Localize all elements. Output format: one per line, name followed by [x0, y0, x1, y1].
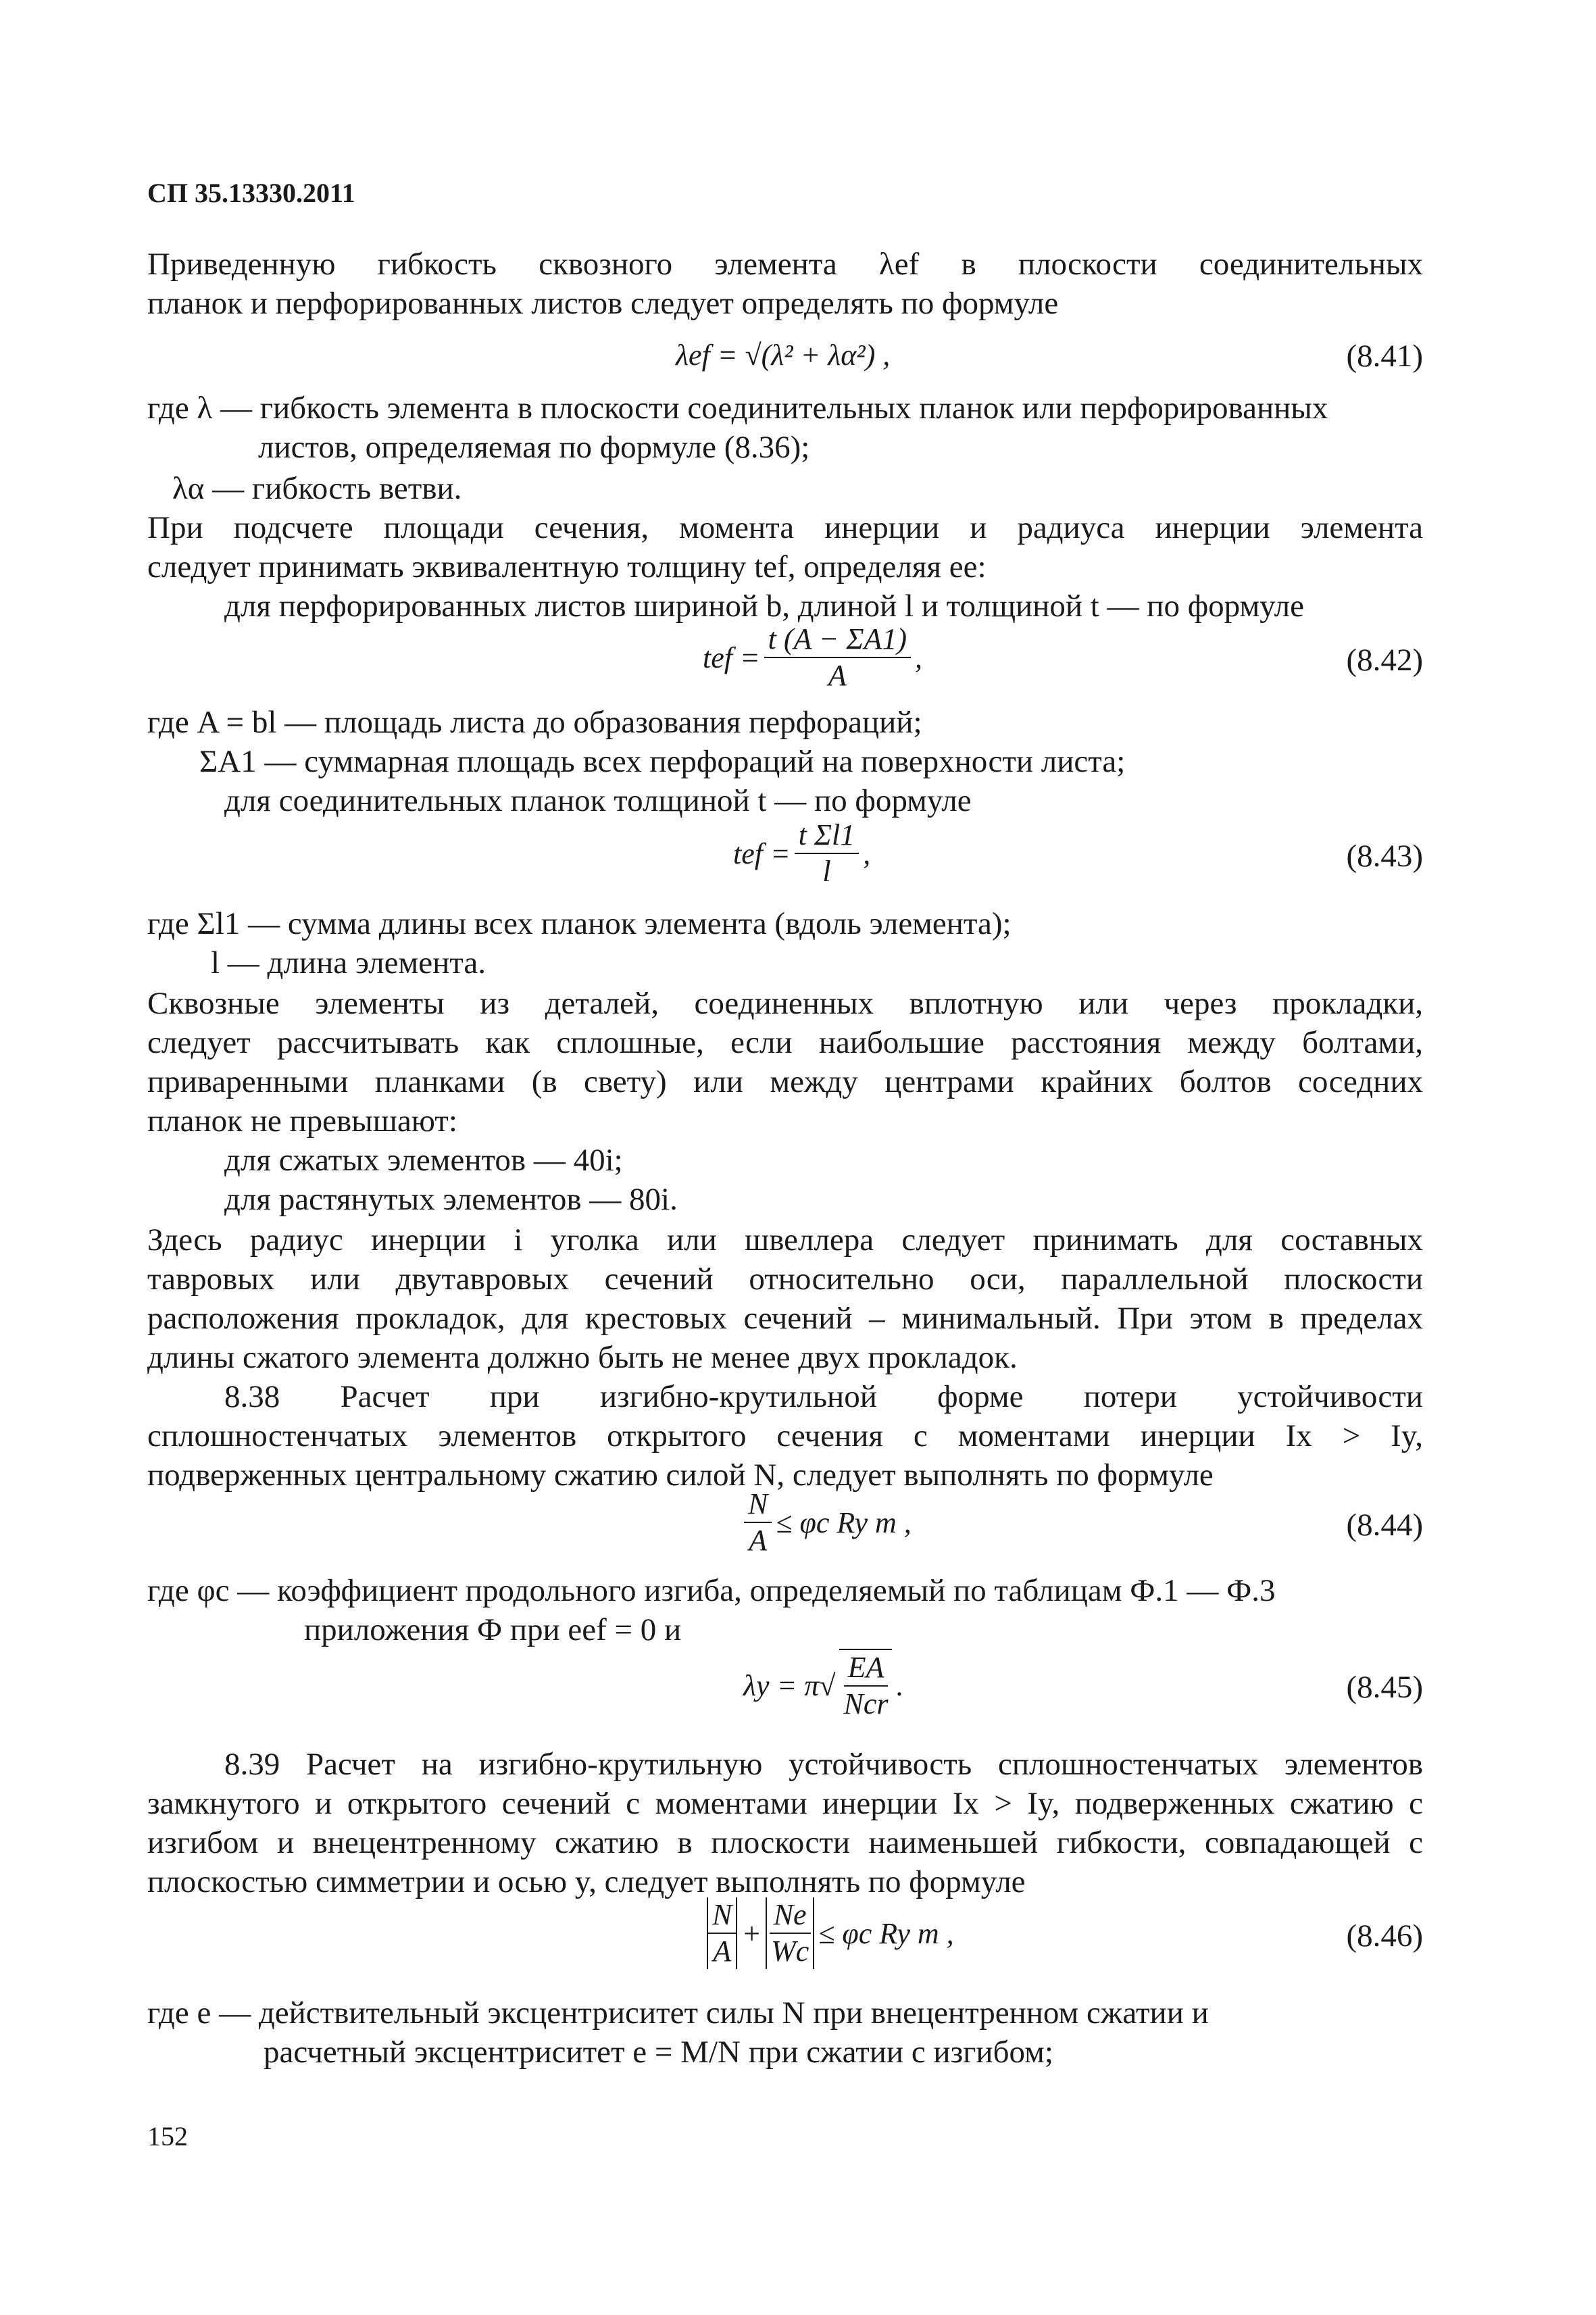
where-line: l — длина элемента. — [211, 945, 486, 980]
where-line: приложения Ф при eef = 0 и — [304, 1612, 682, 1647]
where-line: расчетный эксцентриситет e = M/N при сжатии с изгибом; — [264, 2035, 1053, 2070]
formula-number: (8.46) — [1346, 1918, 1423, 1953]
formula-lhs: tef = — [703, 641, 760, 674]
denominator: l — [822, 855, 831, 888]
paragraph-line: изгибом и внецентренному сжатию в плоскости наименьшей гибкости, совпадающей с — [147, 1825, 1423, 1860]
where-line: где φc — коэффициент продольного изгиба, определяемый по таблицам Ф.1 — Ф.3 — [147, 1573, 1276, 1608]
paragraph-line: замкнутого и открытого сечений с моментами инерции Ix > Iy, подверженных сжатию с — [147, 1786, 1423, 1821]
paragraph-line: планок и перфорированных листов следует определять по формуле — [147, 286, 1059, 321]
numerator: EA — [844, 1650, 889, 1687]
word: Расчет — [340, 1379, 430, 1414]
paragraph-line: 8.39 Расчет на изгибно-крутильную устойчивость сплошностенчатых элементов — [224, 1747, 1423, 1782]
numerator: t (A − ΣA1) — [764, 622, 911, 658]
page-header: СП 35.13330.2011 — [147, 178, 355, 208]
numerator: Ne — [770, 1897, 811, 1934]
numerator: t Σl1 — [795, 818, 859, 854]
paragraph-line: длины сжатого элемента должно быть не менее двух прокладок. — [147, 1340, 1018, 1375]
numerator: N — [708, 1897, 736, 1934]
abs-fraction — [707, 1897, 737, 1969]
paragraph-line: Здесь радиус инерции i уголка или швеллера следует принимать для составных — [147, 1222, 1423, 1258]
formula-number: (8.41) — [1346, 339, 1423, 374]
formula-lhs: λy = π√ — [743, 1668, 836, 1702]
page-number: 152 — [147, 2121, 188, 2151]
paragraph-line: следует рассчитывать как сплошные, если наибольшие расстояния между болтами, — [147, 1025, 1423, 1060]
where-line: λα — гибкость ветви. — [172, 471, 462, 506]
word: форме — [937, 1379, 1024, 1414]
paragraph-line: для сжатых элементов — 40i; — [224, 1143, 623, 1178]
where-line: где e — действительный эксцентриситет силы N при внецентренном сжатии и — [147, 1995, 1209, 2031]
formula-lhs: tef = — [733, 837, 791, 870]
paragraph-line: подверженных центральному сжатию силой N, следует выполнять по формуле — [147, 1458, 1214, 1493]
paragraph-line: тавровых или двутавровых сечений относительно оси, параллельной плоскости — [147, 1262, 1423, 1297]
paragraph-line — [224, 1377, 1423, 1416]
paragraph-line: плоскостью симметрии и осью y, следует выполнять по формуле — [147, 1864, 1026, 1899]
fraction — [764, 622, 911, 693]
paragraph-line: для растянутых элементов — 80i. — [224, 1182, 678, 1217]
denominator: Wc — [771, 1935, 809, 1968]
formula-rhs: ≤ φc Ry m , — [776, 1505, 912, 1539]
formula-number: (8.44) — [1346, 1508, 1423, 1543]
denominator: Ncr — [843, 1687, 889, 1720]
formula-number: (8.45) — [1346, 1670, 1423, 1705]
denominator: A — [749, 1524, 768, 1557]
word: 8.38 — [224, 1379, 280, 1414]
word: при — [489, 1379, 540, 1414]
where-line: для соединительных планок толщиной t — по формуле — [224, 783, 972, 818]
formula-8-44 — [740, 1487, 912, 1558]
formula-number: (8.42) — [1346, 643, 1423, 678]
where-line: где λ — гибкость элемента в плоскости соединительных планок или перфорированных — [147, 391, 1328, 426]
where-line: листов, определяемая по формуле (8.36); — [258, 430, 810, 465]
where-line: ΣA1 — суммарная площадь всех перфораций на поверхности листа; — [199, 744, 1126, 779]
paragraph-line: Приведенную гибкость сквозного элемента λef в плоскости соединительных — [147, 247, 1423, 282]
paragraph-line: сплошностенчатых элементов открытого сечения с моментами инерции Ix > Iy, — [147, 1418, 1423, 1453]
formula-8-46 — [703, 1897, 954, 1969]
formula-8-45 — [743, 1649, 903, 1722]
formula-8-41: λef = √(λ² + λα²) , — [676, 339, 891, 372]
paragraph-line: следует принимать эквивалентную толщину tef, определяя ее: — [147, 549, 987, 584]
formula-tail: , — [915, 641, 922, 674]
word: потери — [1083, 1379, 1177, 1414]
numerator: N — [744, 1487, 772, 1523]
formula-number: (8.43) — [1346, 839, 1423, 874]
paragraph-line: для перфорированных листов шириной b, длиной l и толщиной t — по формуле — [224, 589, 1304, 624]
fraction — [795, 818, 859, 889]
where-line: где Σl1 — сумма длины всех планок элемента (вдоль элемента); — [147, 906, 1012, 941]
formula-tail: . — [896, 1668, 904, 1702]
paragraph-line: расположения прокладок, для крестовых сечений – минимальный. При этом в пределах — [147, 1301, 1423, 1336]
formula-tail: , — [863, 837, 871, 870]
formula-8-42 — [703, 622, 922, 693]
denominator: A — [828, 659, 847, 692]
word: изгибно-крутильной — [599, 1379, 877, 1414]
plus-sign: + — [741, 1916, 762, 1950]
paragraph-line: Сквозные элементы из деталей, соединенных вплотную или через прокладки, — [147, 986, 1423, 1021]
fraction — [839, 1649, 892, 1722]
formula-rhs: ≤ φc Ry m , — [818, 1916, 954, 1950]
paragraph-line: приваренными планками (в свету) или между центрами крайних болтов соседних — [147, 1064, 1423, 1099]
fraction — [744, 1487, 772, 1558]
abs-fraction — [766, 1897, 814, 1969]
paragraph-line: При подсчете площади сечения, момента инерции и радиуса инерции элемента — [147, 510, 1423, 545]
paragraph-line: планок не превышают: — [147, 1103, 457, 1139]
formula-8-43 — [733, 818, 870, 889]
where-line: где A = bl — площадь листа до образования перфораций; — [147, 705, 922, 740]
denominator: A — [713, 1935, 732, 1968]
word: устойчивости — [1237, 1379, 1423, 1414]
